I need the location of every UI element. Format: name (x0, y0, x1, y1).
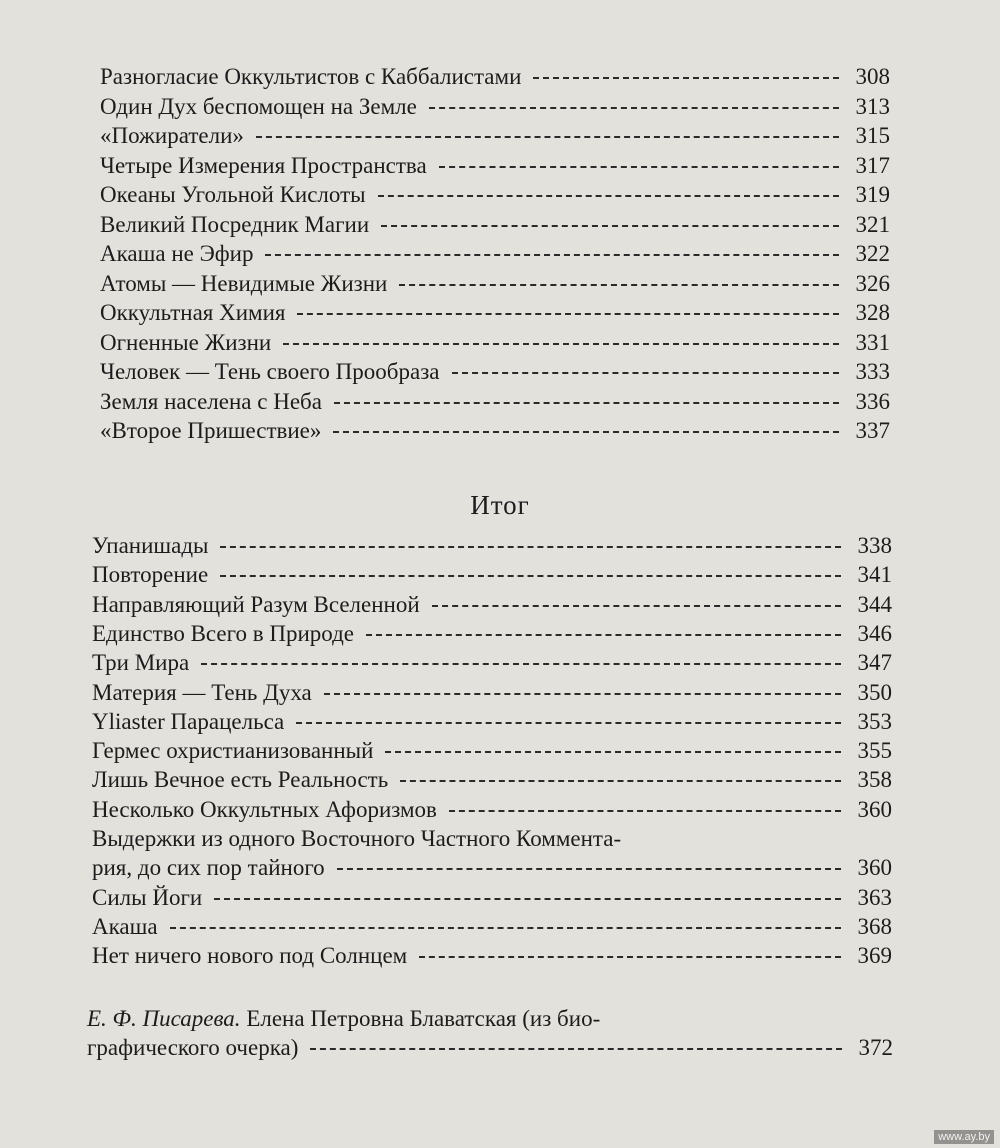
toc-entry-title: Человек — Тень своего Прообраза (100, 359, 440, 384)
dot-leader (283, 343, 839, 345)
toc-entry (92, 736, 892, 766)
dot-leader (214, 898, 841, 900)
toc-entry-title: Один Дух беспомощен на Земле (100, 93, 417, 119)
dot-leader (432, 605, 841, 607)
bio-author: Е. Ф. Писарева. (87, 1006, 241, 1031)
toc-page-number: 358 (857, 767, 892, 793)
dot-leader (201, 663, 841, 665)
toc-entry (92, 560, 892, 590)
bio-entry-line-1 (87, 1004, 893, 1034)
toc-page-number: 363 (857, 884, 892, 910)
bio-title-line-1: Елена Петровна Блаватская (из био- (246, 1006, 601, 1031)
toc-entry-title: Четыре Измерения Пространства (100, 152, 427, 178)
toc-entry-title: Три Мира (92, 650, 190, 676)
toc-page-number: 350 (857, 679, 892, 705)
dot-leader (366, 634, 841, 636)
toc-page-number: 355 (857, 738, 892, 764)
dot-leader (334, 402, 839, 404)
toc-entry-title: Атомы — Невидимые Жизни (100, 270, 388, 296)
toc-entry (92, 707, 892, 737)
toc-page-number: 328 (855, 300, 890, 325)
dot-leader (439, 166, 839, 168)
dot-leader (310, 1048, 842, 1050)
dot-leader (297, 313, 839, 315)
toc-page-number: 331 (855, 329, 890, 355)
toc-entry (100, 416, 890, 446)
dot-leader (533, 77, 839, 79)
dot-leader (296, 722, 841, 724)
toc-entry-title: Нет ничего нового под Солнцем (92, 943, 408, 969)
dot-leader (419, 956, 841, 958)
toc-entry (100, 269, 890, 299)
toc-page-number: 368 (857, 913, 892, 939)
toc-page-number: 360 (857, 796, 892, 822)
toc-entry (100, 92, 890, 122)
toc-entry-title: Выдержки из одного Восточного Частного Коммента- (92, 826, 622, 851)
toc-entry-title: Великий Посредник Магии (100, 211, 370, 237)
toc-page-number: 344 (857, 591, 892, 617)
toc-page-number: 333 (855, 359, 890, 384)
dot-leader (333, 431, 839, 433)
toc-page-number: 338 (857, 533, 892, 558)
toc-entry-title: Гермес охристианизованный (92, 738, 374, 764)
toc-page-number: 317 (855, 152, 890, 178)
toc-entry-title: Повторение (92, 562, 209, 588)
toc-page-number: 347 (857, 650, 892, 676)
toc-page-number: 322 (855, 241, 890, 266)
dot-leader (378, 195, 839, 197)
toc-entry (100, 387, 890, 417)
bio-page-number: 372 (858, 1035, 893, 1060)
toc-page-number: 321 (855, 211, 890, 237)
toc-page-number: 308 (855, 64, 890, 89)
toc-entry (100, 62, 890, 92)
toc-entry (92, 941, 892, 971)
dot-leader (399, 284, 839, 286)
toc-entry-title: Оккультная Химия (100, 300, 286, 325)
toc-entry (92, 619, 892, 649)
toc-entry (100, 180, 890, 210)
toc-entry-title: Акаша не Эфир (100, 241, 254, 266)
toc-page-number: 319 (855, 182, 890, 207)
dot-leader (324, 693, 841, 695)
toc-page-number: 313 (855, 93, 890, 119)
toc-entry (100, 210, 890, 240)
toc-page-number: 336 (855, 388, 890, 414)
toc-entry-title: «Второе Пришествие» (100, 418, 322, 443)
dot-leader (449, 810, 841, 812)
toc-entry (92, 824, 892, 854)
dot-leader (170, 927, 841, 929)
toc-entry-title: Несколько Оккультных Афоризмов (92, 796, 437, 822)
bio-entry-line-2 (87, 1033, 893, 1063)
toc-entry (92, 765, 892, 795)
toc-entry (92, 531, 892, 561)
toc-entry-title: Огненные Жизни (100, 329, 272, 355)
dot-leader (220, 546, 841, 548)
toc-entry (92, 912, 892, 942)
site-watermark: www.ay.by (934, 1130, 994, 1144)
toc-entry-title: «Пожиратели» (100, 123, 244, 148)
dot-leader (400, 780, 841, 782)
dot-leader (337, 868, 841, 870)
toc-entry (100, 239, 890, 269)
toc-entry (100, 121, 890, 151)
toc-entry-title: Упанишады (92, 533, 209, 558)
toc-entry-title: Единство Всего в Природе (92, 620, 355, 646)
toc-entry-title: Yliaster Парацельса (92, 708, 285, 734)
toc-entry (100, 298, 890, 328)
toc-entry-title: Земля населена с Неба (100, 388, 322, 414)
toc-page-number: 369 (857, 943, 892, 969)
bio-title-line-2: графического очерка) (87, 1035, 299, 1060)
toc-entry (100, 328, 890, 358)
dot-leader (385, 751, 841, 753)
dot-leader (452, 372, 839, 374)
dot-leader (265, 254, 839, 256)
dot-leader (220, 575, 841, 577)
dot-leader (381, 225, 839, 227)
toc-entry (92, 590, 892, 620)
toc-page-number: 326 (855, 270, 890, 296)
toc-entry-title: Силы Йоги (92, 884, 203, 910)
toc-entry (92, 853, 892, 883)
toc-entry (100, 151, 890, 181)
toc-entry (92, 795, 892, 825)
toc-page-number: 360 (857, 855, 892, 881)
toc-entry-title: Лишь Вечное есть Реальность (92, 767, 389, 793)
toc-page-number: 346 (857, 620, 892, 646)
toc-entry-title: Океаны Угольной Кислоты (100, 182, 366, 207)
dot-leader (429, 107, 839, 109)
toc-page-number: 353 (857, 708, 892, 734)
toc-entry-title: рия, до сих пор тайного (92, 855, 325, 881)
toc-page-number: 341 (857, 562, 892, 588)
toc-entry-title: Направляющий Разум Вселенной (92, 591, 420, 617)
toc-entry (92, 648, 892, 678)
section-heading-itog: Итог (470, 490, 530, 520)
toc-entry (100, 357, 890, 387)
toc-entry (92, 678, 892, 708)
toc-entry-title: Материя — Тень Духа (92, 679, 312, 705)
toc-page-number: 337 (855, 418, 890, 443)
dot-leader (256, 136, 839, 138)
toc-page-number: 315 (855, 123, 890, 148)
toc-entry (92, 883, 892, 913)
toc-entry-title: Разногласие Оккультистов с Каббалистами (100, 64, 522, 89)
toc-entry-title: Акаша (92, 913, 158, 939)
